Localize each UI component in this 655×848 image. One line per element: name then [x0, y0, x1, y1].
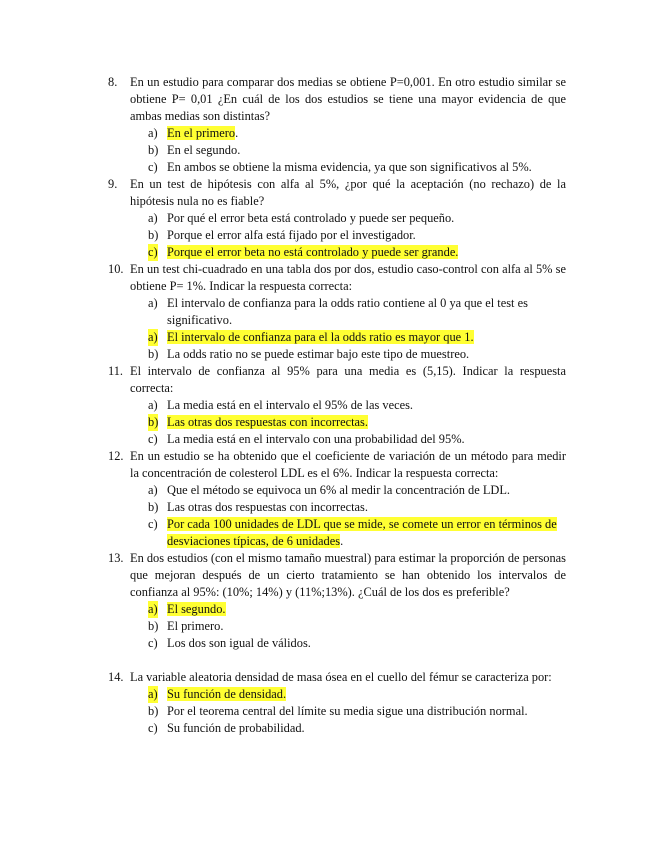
option-text: La media está en el intervalo el 95% de las veces. [167, 398, 413, 412]
answer-option [148, 159, 566, 176]
question-12 [108, 448, 566, 550]
option-text-highlighted: En el primero [167, 126, 236, 140]
answer-option [148, 295, 566, 329]
question-number: 12. [108, 449, 124, 463]
answer-option [148, 635, 566, 652]
answer-option [148, 329, 566, 346]
option-text: En el segundo. [167, 143, 241, 157]
answer-option [148, 516, 566, 550]
option-text: Los dos son igual de válidos. [167, 636, 311, 650]
option-text-highlighted: El intervalo de confianza para el la odds ratio es mayor que 1. [167, 330, 474, 344]
option-letter: a) [148, 330, 158, 344]
answer-option [148, 618, 566, 635]
option-text-highlighted: Las otras dos respuestas con incorrectas. [167, 415, 368, 429]
option-text: Por qué el error beta está controlado y puede ser pequeño. [167, 211, 455, 225]
option-text: Su función de probabilidad. [167, 721, 305, 735]
option-letter: a) [148, 126, 158, 140]
question-8 [108, 74, 566, 176]
option-letter: b) [148, 347, 159, 361]
option-text: La odds ratio no se puede estimar bajo este tipo de muestreo. [167, 347, 470, 361]
answer-option [148, 227, 566, 244]
question-11 [108, 363, 566, 448]
option-text: Que el método se equivoca un 6% al medir la concentración de LDL. [167, 483, 511, 497]
option-text-highlighted: Porque el error beta no está controlado y puede ser grande. [167, 245, 459, 259]
question-number: 13. [108, 551, 124, 565]
question-text: El intervalo de confianza al 95% para una media es (5,15). Indicar la respuesta correcta: [130, 364, 566, 395]
question-number: 8. [108, 75, 118, 89]
question-text: La variable aleatoria densidad de masa ósea en el cuello del fémur se caracteriza por: [130, 670, 552, 684]
option-text: La media está en el intervalo con una probabilidad del 95%. [167, 432, 465, 446]
answer-option [148, 482, 566, 499]
option-letter: a) [148, 687, 158, 701]
question-number: 9. [108, 177, 118, 191]
option-text: El intervalo de confianza para la odds ratio contiene al 0 ya que el test es significativo. [167, 296, 528, 327]
option-letter: a) [148, 296, 158, 310]
option-letter: b) [148, 619, 159, 633]
option-letter: a) [148, 398, 158, 412]
option-letter: c) [148, 160, 158, 174]
option-text-highlighted: El segundo. [167, 602, 226, 616]
answer-option [148, 686, 566, 703]
answer-option [148, 499, 566, 516]
question-text: En un estudio se ha obtenido que el coeficiente de variación de un método para medir la concentración de colesterol LDL es el 6%. Indicar la respuesta correcta: [130, 449, 566, 480]
question-text: En un estudio para comparar dos medias se obtiene P=0,001. En otro estudio similar se obtiene P= 0,01 ¿En cuál de los dos estudios se tiene una mayor evidencia de que ambas medias son distintas? [130, 75, 566, 123]
option-letter: b) [148, 228, 159, 242]
option-text: Porque el error alfa está fijado por el investigador. [167, 228, 416, 242]
answer-option [148, 346, 566, 363]
answer-option [148, 703, 566, 720]
option-letter: b) [148, 143, 159, 157]
question-text: En dos estudios (con el mismo tamaño muestral) para estimar la proporción de personas que mejoran después de un cierto tratamiento se han obtenido los intervalos de confianza al 95%: (10%; 14%) y (11%;13%). ¿Cuál de los dos es preferible? [130, 551, 566, 599]
answer-option [148, 601, 566, 618]
option-letter: c) [148, 517, 158, 531]
option-suffix: . [235, 126, 239, 140]
option-letter: c) [148, 432, 158, 446]
question-number: 10. [108, 262, 124, 276]
question-13 [108, 550, 566, 652]
option-text: El primero. [167, 619, 224, 633]
question-number: 11. [108, 364, 124, 378]
option-letter: a) [148, 602, 158, 616]
answer-option [148, 414, 566, 431]
option-suffix: . [340, 534, 344, 548]
option-letter: b) [148, 704, 159, 718]
answer-option [148, 142, 566, 159]
option-text-highlighted: Por cada 100 unidades de LDL que se mide, se comete un error en términos de desviaciones típicas, de 6 unidades [167, 517, 557, 548]
option-letter: c) [148, 245, 158, 259]
answer-option [148, 210, 566, 227]
question-text: En un test chi-cuadrado en una tabla dos por dos, estudio caso-control con alfa al 5% se obtiene P= 1%. Indicar la respuesta correcta: [130, 262, 566, 293]
answer-option [148, 244, 566, 261]
option-text: Las otras dos respuestas con incorrectas. [167, 500, 368, 514]
answer-option [148, 125, 566, 142]
option-letter: a) [148, 483, 158, 497]
option-text-highlighted: Su función de densidad. [167, 687, 287, 701]
question-number: 14. [108, 670, 124, 684]
question-10 [108, 261, 566, 363]
option-letter: c) [148, 721, 158, 735]
option-letter: b) [148, 415, 159, 429]
option-letter: b) [148, 500, 159, 514]
answer-option [148, 397, 566, 414]
question-9 [108, 176, 566, 261]
option-letter: a) [148, 211, 158, 225]
option-text: Por el teorema central del límite su media sigue una distribución normal. [167, 704, 528, 718]
question-text: En un test de hipótesis con alfa al 5%, ¿por qué la aceptación (no rechazo) de la hipótesis nula no es fiable? [130, 177, 566, 208]
option-letter: c) [148, 636, 158, 650]
answer-option [148, 720, 566, 737]
option-text: En ambos se obtiene la misma evidencia, ya que son significativos al 5%. [167, 160, 532, 174]
answer-option [148, 431, 566, 448]
question-14 [108, 669, 566, 737]
